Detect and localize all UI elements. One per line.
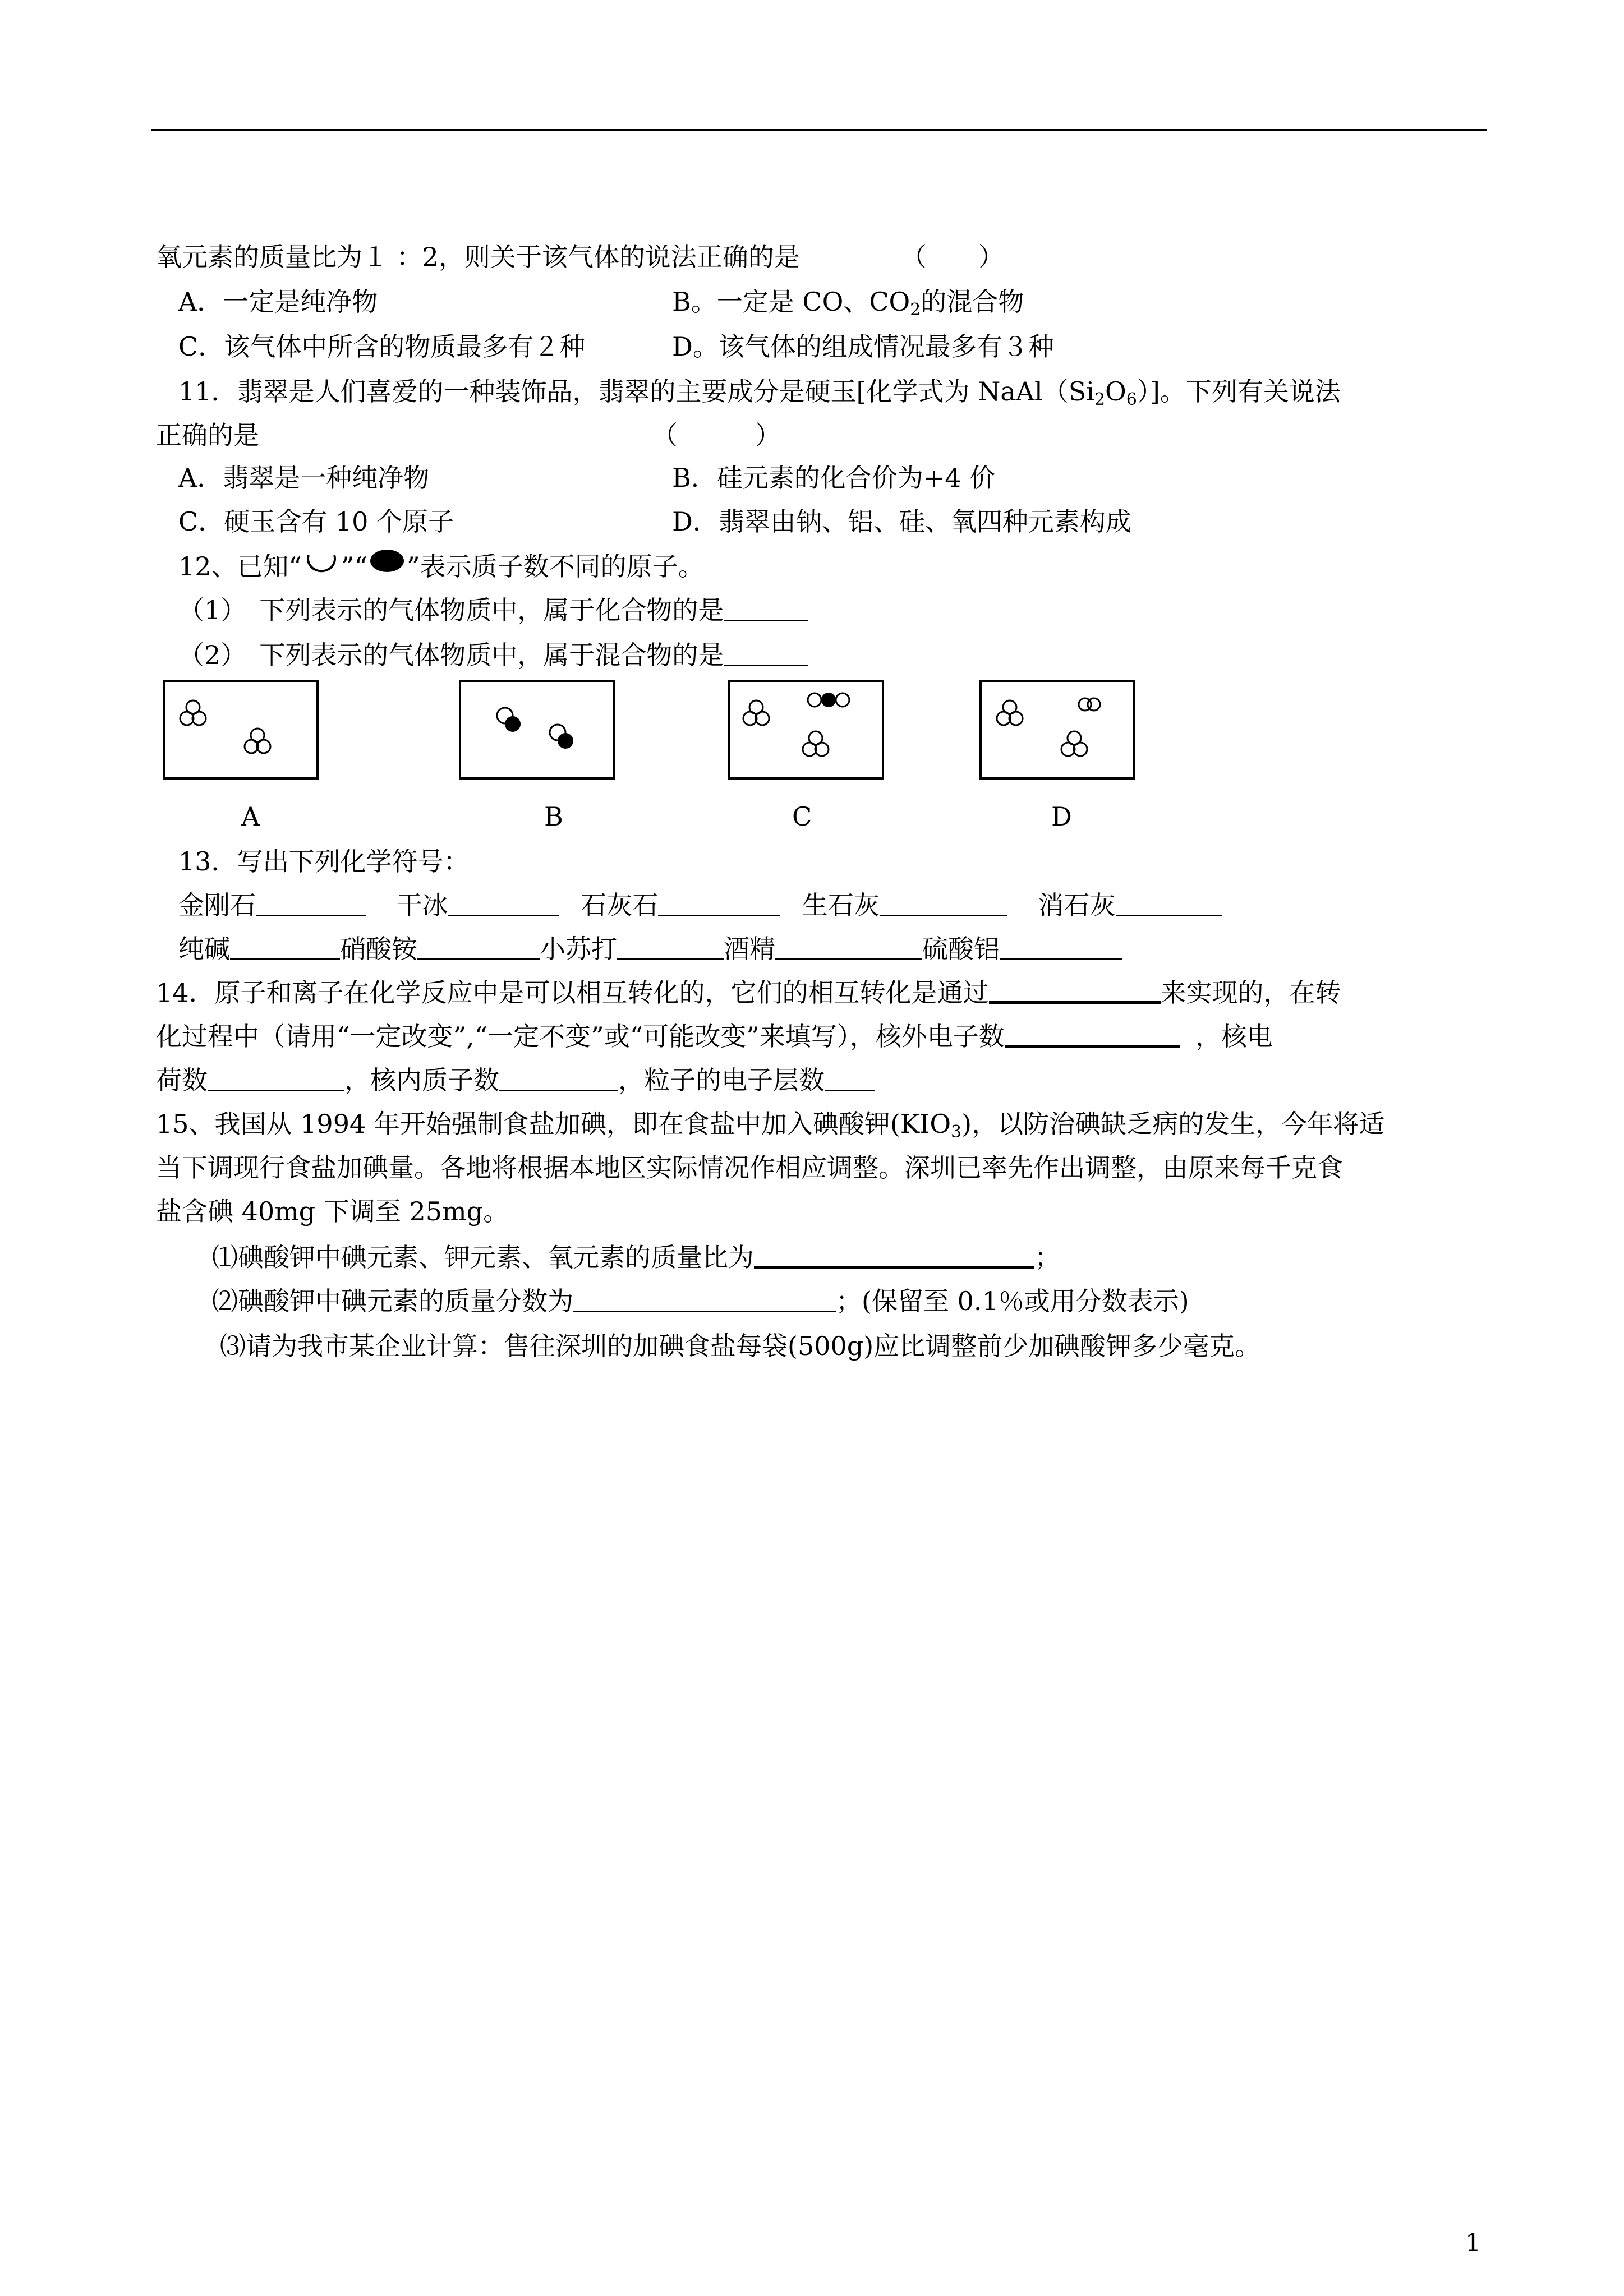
q12-stem: 12、已知“ ”“ ”表示质子数不同的原子。 xyxy=(178,548,704,583)
q11-option-d: D．翡翠由钠、铝、硅、氧四种元素构成 xyxy=(672,506,1131,537)
diagram-label-d: D xyxy=(1051,801,1072,832)
answer-blank[interactable] xyxy=(417,934,540,960)
open-atom-icon xyxy=(302,551,341,579)
answer-blank[interactable] xyxy=(230,934,340,960)
q13-stem: 13．写出下列化学符号： xyxy=(178,846,470,877)
diagram-box-b xyxy=(459,680,615,780)
answer-blank[interactable] xyxy=(617,934,724,960)
q12-subq-1: （1） 下列表示的气体物质中，属于化合物的是 xyxy=(178,593,808,627)
answer-blank[interactable] xyxy=(754,1241,1034,1269)
term-label: 硝酸铵 xyxy=(340,934,417,964)
filled-atom-icon xyxy=(367,548,407,577)
answer-blank[interactable] xyxy=(448,890,559,916)
q11-stem: 11．翡翠是人们喜爱的一种装饰品，翡翠的主要成分是硬玉[化学式为 $NaAl(Si_2O_6)$]。下列有关说法 xyxy=(178,376,1341,409)
page-number: 1 xyxy=(1465,2229,1481,2257)
q11-option-c: C．硬玉含有 10 个原子 xyxy=(178,506,454,537)
q10-option-a: A．一定是纯净物 xyxy=(178,287,378,317)
diagram-box-c xyxy=(728,680,884,780)
q15-line-2: 当下调现行食盐加碘量。各地将根据本地区实际情况作相应调整。深圳已率先作出调整，由原来每千克食 xyxy=(156,1152,1343,1183)
q10-option-d: D。该气体的组成情况最多有３种 xyxy=(672,331,1054,362)
q15-subq-2: ⑵碘酸钾中碘元素的质量分数为 ；(保留至 0.1％或用分数表示) xyxy=(212,1286,1189,1316)
q15-subq-3: ⑶请为我市某企业计算：售往深圳的加碘食盐每袋(500g)应比调整前少加碘酸钾多少毫克。 xyxy=(220,1331,1261,1361)
q10-stem-tail xyxy=(156,240,1004,274)
answer-blank[interactable] xyxy=(825,1065,875,1091)
answer-paren: （ ） xyxy=(652,420,781,450)
term-label: 酒精 xyxy=(724,934,775,964)
q15-subq-1: ⑴碘酸钾中碘元素、钾元素、氧元素的质量比为 ； xyxy=(212,1242,1060,1273)
diagram-box-d xyxy=(979,680,1135,780)
answer-blank[interactable] xyxy=(256,890,366,916)
answer-blank[interactable] xyxy=(775,934,922,960)
answer-blank[interactable] xyxy=(573,1286,836,1312)
q10-stem-text: 氧元素的质量比为１ ：2，则关于该气体的说法正确的是 xyxy=(156,242,800,272)
answer-blank[interactable] xyxy=(1005,1020,1180,1048)
q13-row-2 xyxy=(178,932,1122,966)
q14-line-1: 14．原子和离子在化学反应中是可以相互转化的，它们的相互转化是通过 来实现的，在转 xyxy=(156,978,1341,1008)
q10-option-b: B。一定是 CO、$CO_2$的混合物 xyxy=(672,287,1024,320)
answer-blank[interactable] xyxy=(724,640,808,666)
answer-blank[interactable] xyxy=(724,595,808,621)
q14-line-2: 化过程中（请用“一定改变”,“一定不变”或“可能改变”来填写），核外电子数 ，核电 xyxy=(156,1021,1273,1052)
term-label: 纯碱 xyxy=(178,934,230,964)
header-rule xyxy=(151,129,1487,131)
q13-row-1 xyxy=(178,888,1222,922)
answer-blank[interactable] xyxy=(989,976,1161,1004)
term-label: 石灰石 xyxy=(581,890,659,920)
term-label: 金刚石 xyxy=(178,890,256,920)
answer-blank[interactable] xyxy=(208,1065,344,1091)
term-label: 干冰 xyxy=(396,890,448,920)
answer-blank[interactable] xyxy=(1116,890,1222,916)
term-label: 硫酸铝 xyxy=(922,934,1000,964)
q11-option-a: A．翡翠是一种纯净物 xyxy=(178,463,430,493)
answer-blank[interactable] xyxy=(658,890,780,916)
q10-option-c: C．该气体中所含的物质最多有２种 xyxy=(178,331,586,362)
answer-blank[interactable] xyxy=(880,890,1007,916)
diagram-box-a xyxy=(163,680,319,780)
answer-blank[interactable] xyxy=(1000,934,1122,960)
term-label: 小苏打 xyxy=(540,934,617,964)
diagram-label-b: B xyxy=(544,801,563,832)
q11-stem-line2: 正确的是 （ ） xyxy=(156,420,781,450)
term-label: 生石灰 xyxy=(802,890,880,920)
term-label: 消石灰 xyxy=(1038,890,1116,920)
answer-paren: （ ） xyxy=(900,242,1004,272)
answer-blank[interactable] xyxy=(499,1065,618,1091)
diagram-label-a: A xyxy=(241,801,260,832)
q14-line-3: 荷数 ，核内质子数 ，粒子的电子层数 xyxy=(156,1063,875,1097)
q12-subq-2: （2） 下列表示的气体物质中，属于混合物的是 xyxy=(178,638,808,672)
q11-option-b: B．硅元素的化合价为+4 价 xyxy=(672,463,996,493)
q15-line-3: 盐含碘 40mg 下调至 25mg。 xyxy=(156,1196,509,1227)
diagram-label-c: C xyxy=(792,801,812,832)
q15-line-1: 15、我国从 1994 年开始强制食盐加碘，即在食盐中加入碘酸钾$(KIO_3)$，以防治碘缺乏病的发生，今年将适 xyxy=(156,1109,1385,1142)
